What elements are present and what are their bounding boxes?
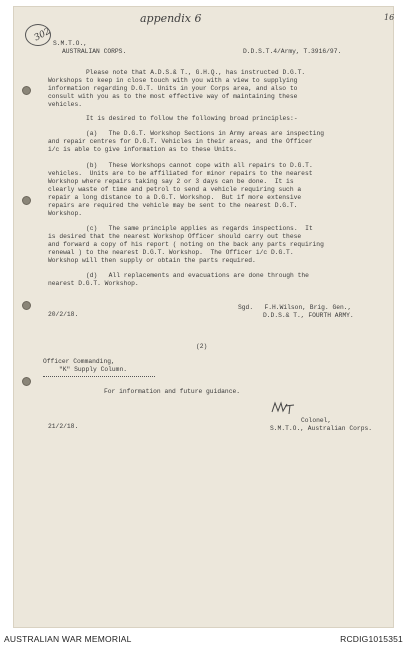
- intro-line: Please note that A.D.S.& T., G.H.Q., has instructed D.G.T.: [86, 69, 306, 76]
- addressee-line2: AUSTRALIAN CORPS.: [62, 48, 127, 55]
- intro-line: vehicles.: [48, 101, 83, 108]
- instruction-text: For information and future guidance.: [104, 388, 241, 395]
- recipient-line2: "K" Supply Column.: [59, 366, 128, 373]
- para-c-line: is desired that the nearest Workshop Officer should carry out these: [48, 233, 302, 240]
- para-b-line: vehicles. Units are to be affiliated for minor repairs to the nearest: [48, 170, 313, 177]
- signatory-line1: Sgd. F.H.Wilson, Brig. Gen.,: [238, 304, 352, 311]
- para-b-line: repairs are required the vehicle may be sent to the nearest D.G.T.: [48, 202, 298, 209]
- divider: [43, 376, 155, 377]
- intro-line: consult with you as to the most effective way of maintaining these: [48, 93, 298, 100]
- para-c-line: (c) The same principle applies as regards inspections. It: [86, 225, 313, 232]
- signatory-line2: D.D.S.& T., FOURTH ARMY.: [263, 312, 354, 319]
- para-b-line: (b) These Workshops cannot cope with all repairs to D.G.T.: [86, 162, 313, 169]
- page-number-annotation: 16: [384, 13, 395, 22]
- para-a-line: (a) The D.G.T. Workshop Sections in Army areas are inspecting: [86, 130, 325, 137]
- para-c-line: Workshop will then supply or obtain the parts required.: [48, 257, 256, 264]
- para-d-line: nearest D.G.T. Workshop.: [48, 280, 139, 287]
- intro-line: Workshops to keep in close touch with you with a view to supplying: [48, 77, 298, 84]
- folio-annotation: 302: [32, 26, 53, 44]
- para-a-line: and repair centres for D.G.T. Vehicles in their areas, and the Officer: [48, 138, 313, 145]
- reference-number: D.D.S.T.4/Army, T.3916/97.: [243, 48, 342, 55]
- punch-hole: [22, 196, 31, 205]
- para-b-line: clearly waste of time and petrol to send a vehicle requiring such a: [48, 186, 302, 193]
- section-marker: (2): [196, 343, 208, 350]
- para-a-line: i/c is able to give information as to these Units.: [48, 146, 237, 153]
- principles-intro: It is desired to follow the following broad principles:-: [86, 115, 298, 122]
- colonel-unit: S.M.T.O., Australian Corps.: [270, 425, 373, 432]
- para-d-line: (d) All replacements and evacuations are done through the: [86, 272, 309, 279]
- addressee-line1: S.M.T.O.,: [53, 40, 88, 47]
- intro-line: information regarding D.G.T. Units in your Corps area, and also to: [48, 85, 298, 92]
- letter-date: 20/2/18.: [48, 311, 79, 318]
- punch-hole: [22, 377, 31, 386]
- para-b-line: Workshop.: [48, 210, 83, 217]
- punch-hole: [22, 86, 31, 95]
- colonel-title: Colonel,: [301, 417, 332, 424]
- recipient-line1: Officer Commanding,: [43, 358, 115, 365]
- para-c-line: renewal ) to the nearest D.G.T. Workshop. The Officer i/c D.G.T.: [48, 249, 294, 256]
- para-b-line: Workshop where repairs taking say 2 or 3 days can be done. It is: [48, 178, 294, 185]
- para-b-line: repair a long distance to a D.G.T. Workshop. But if more extensive: [48, 194, 302, 201]
- para-c-line: and forward a copy of his report ( noting on the back any parts requiring: [48, 241, 324, 248]
- archive-id: RCDIG1015351: [340, 634, 403, 644]
- archive-name: AUSTRALIAN WAR MEMORIAL: [4, 634, 132, 644]
- handwritten-signature: [270, 400, 298, 416]
- punch-hole: [22, 301, 31, 310]
- minute-date: 21/2/18.: [48, 423, 79, 430]
- folio-circle: [25, 24, 51, 46]
- appendix-annotation: appendix 6: [140, 12, 202, 25]
